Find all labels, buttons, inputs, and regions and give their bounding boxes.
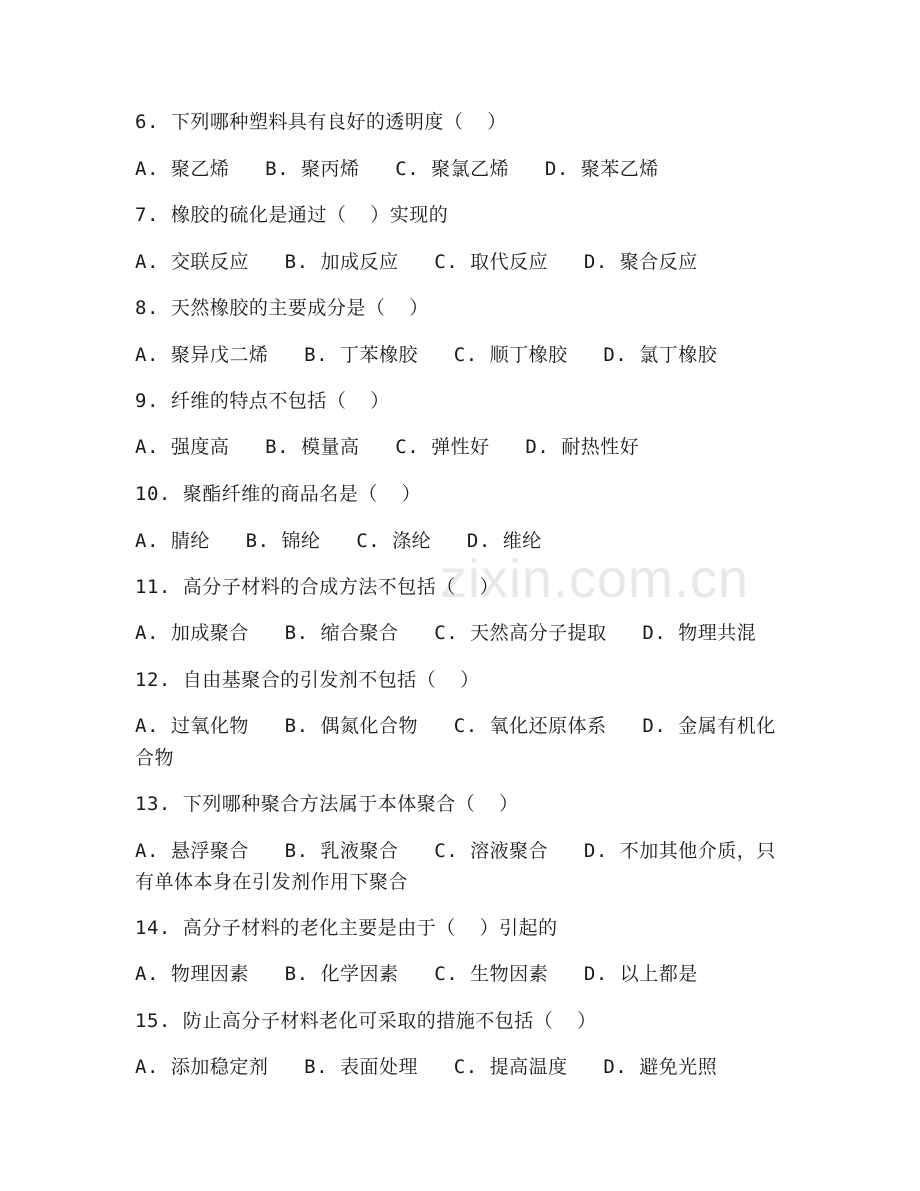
- watermark: zixin.com.cn: [440, 549, 750, 609]
- question-7: 7. 橡胶的硫化是通过（ ）实现的: [135, 204, 449, 226]
- question-11: 11. 高分子材料的合成方法不包括（ ）: [135, 576, 500, 598]
- options-9: A. 强度高 B. 模量高 C. 弹性好 D. 耐热性好: [135, 436, 640, 458]
- question-10: 10. 聚酯纤维的商品名是（ ）: [135, 483, 422, 505]
- options-7: A. 交联反应 B. 加成反应 C. 取代反应 D. 聚合反应: [135, 251, 698, 273]
- question-9: 9. 纤维的特点不包括（ ）: [135, 390, 390, 412]
- options-6: A. 聚乙烯 B. 聚丙烯 C. 聚氯乙烯 D. 聚苯乙烯: [135, 158, 659, 180]
- options-12-continued: 合物: [135, 747, 175, 769]
- options-14: A. 物理因素 B. 化学因素 C. 生物因素 D. 以上都是: [135, 963, 698, 985]
- options-13: A. 悬浮聚合 B. 乳液聚合 C. 溶液聚合 D. 不加其他介质，只: [135, 840, 776, 862]
- options-12: A. 过氧化物 B. 偶氮化合物 C. 氧化还原体系 D. 金属有机化: [135, 715, 776, 737]
- options-13-continued: 有单体本身在引发剂作用下聚合: [135, 871, 409, 893]
- question-6: 6. 下列哪种塑料具有良好的透明度（ ）: [135, 111, 507, 133]
- question-15: 15. 防止高分子材料老化可采取的措施不包括（ ）: [135, 1010, 597, 1032]
- options-10: A. 腈纶 B. 锦纶 C. 涤纶 D. 维纶: [135, 530, 542, 552]
- options-11: A. 加成聚合 B. 缩合聚合 C. 天然高分子提取 D. 物理共混: [135, 622, 757, 644]
- question-13: 13. 下列哪种聚合方法属于本体聚合（ ）: [135, 793, 519, 815]
- question-8: 8. 天然橡胶的主要成分是（ ）: [135, 297, 429, 319]
- options-15: A. 添加稳定剂 B. 表面处理 C. 提高温度 D. 避免光照: [135, 1056, 718, 1078]
- options-8: A. 聚异戊二烯 B. 丁苯橡胶 C. 顺丁橡胶 D. 氯丁橡胶: [135, 344, 718, 366]
- question-14: 14. 高分子材料的老化主要是由于（ ）引起的: [135, 917, 558, 939]
- question-12: 12. 自由基聚合的引发剂不包括（ ）: [135, 669, 480, 691]
